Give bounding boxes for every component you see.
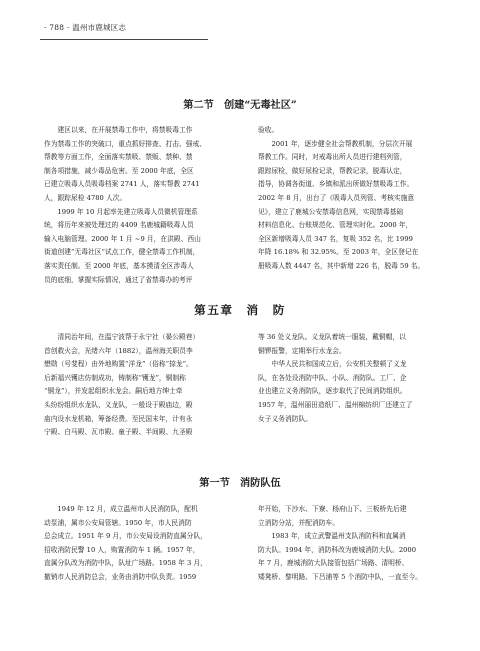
- text-line: 验收。: [258, 126, 279, 134]
- text-line: 中华人民共和国成立后，公安机关整顿了义龙: [258, 360, 407, 369]
- section2-left-column: [44, 503, 228, 585]
- text-line: 册吸毒人数 4447 名，其中新增 226 名，脱毒 59 名。: [258, 261, 425, 270]
- text-line: 落实责任制。至 2000 年底，基本摸清全区涉毒人: [44, 261, 194, 270]
- text-line: 已建立吸毒人员吸毒档案 2741 人，落实帮教 2741: [44, 180, 200, 189]
- section1-right-column: [258, 124, 442, 274]
- text-line: 招收消防民警 10 人，购置消防车 1 辆。1957 年，: [44, 545, 200, 554]
- chapter-left-column: [44, 331, 228, 440]
- section-heading-drug-free: 第二节 创建“无毒社区”: [183, 99, 297, 111]
- text-line: 街道创建“无毒社区”试点工作，健全禁毒工作机制，: [44, 248, 200, 257]
- text-line: 业也建立义务消防队，逐步取代了民间消防组织。: [258, 387, 407, 396]
- text-line: 建区以来，在开展禁毒工作中，将禁吸毒工作: [44, 126, 193, 134]
- text-line: 等 36 处义龙队。义龙队着统一服装，戴铜帽，以: [258, 333, 406, 341]
- text-line: 年 7 月，鹿城消防大队接管包括广场路、清明桥、: [258, 559, 409, 568]
- text-line: 作为禁毒工作的突破口，重点抓好排查、打击、强戒、: [44, 139, 207, 148]
- text-line: 帮教工作。同时，对戒毒出所人员进行建档列管，: [258, 153, 407, 162]
- chapter-heading-fire: 第五章 消 防: [194, 303, 286, 317]
- text-line: 材料信息化、台账规范化、管理实时化。2000 年，: [258, 221, 413, 230]
- text-line: 1957 年，温州丽田造纸厂、温州棉纺织厂还建立了: [258, 400, 413, 409]
- text-line: “铜龙”），并发起组织水龙会。嗣后地方绅士牵: [44, 387, 183, 396]
- text-line: 1999 年 10 月起率先建立吸毒人员微机管理系: [44, 207, 198, 216]
- text-line: 输入电脑管理。2000 年 1 月 ~9 月，在洪殿、西山: [44, 234, 201, 243]
- text-line: 统，将历年来被处理过的 4409 名鹿城籍吸毒人员: [44, 221, 194, 230]
- text-line: 1949 年 12 月，成立温州市人民消防队，配机: [44, 505, 198, 513]
- text-line: 指导，协调各街道、乡镇和派出所做好禁吸毒工作。: [258, 180, 414, 189]
- text-line: 见》，建立了鹿城公安禁毒信息网，实现禁毒基础: [258, 207, 404, 216]
- text-line: 年开始，下沙水、下寮、杨府山下、三板桥先后建: [258, 505, 407, 513]
- text-line: 头纷纷组织水龙队、义龙队，一般设于殿庙边，殿: [44, 400, 193, 409]
- text-line: 立消防分站，并配消防车。: [258, 518, 340, 527]
- text-line: 后新福兴镬店仿制成功，铸制称“镬龙”，铜制称: [44, 373, 186, 382]
- text-line: 懋勋（号斐程）由外地购置“洋龙”（俗称“捺龙”。: [44, 360, 193, 369]
- text-line: 女子义务消防队。: [258, 414, 313, 423]
- text-line: 防大队。1994 年，消防科改为鹿城消防大队。2000: [258, 545, 417, 554]
- text-line: 员的底细，掌握实际情况，通过了省禁毒办的考评: [44, 275, 193, 284]
- text-line: 清同治年间，在温宁波帮于永宁社（晏公殿巷）: [44, 333, 200, 341]
- text-line: 年降 16.18% 和 32.95%。至 2003 年，全区登记在: [258, 248, 419, 257]
- section1-left-column: [44, 124, 228, 287]
- chapter-right-column: [258, 331, 442, 426]
- text-line: 撤销市人民消防总会，业务由消防中队负责。1959: [44, 572, 197, 581]
- running-header: · 788 · 温州市鹿城区志: [44, 23, 127, 32]
- section2-right-column: [258, 503, 442, 585]
- text-line: 帮教等方面工作，全面落实禁吸、禁贩、禁种、禁: [44, 153, 193, 162]
- section-heading-fire-brigade: 第一节 消防队伍: [199, 477, 281, 489]
- text-line: 宁殿、白马殿、瓦市殿、童子殿、半间殿、九圣殿: [44, 428, 193, 437]
- text-line: 矮凳桥、黎明路、下吕浦等 5 个消防中队，一直至今。: [258, 572, 422, 581]
- text-line: 首创救火会，光绪六年（1882），温州海关职员李: [44, 346, 193, 355]
- text-line: 直属分队改为消防中队，队址广场路。1958 年 3 月，: [44, 559, 207, 568]
- text-line: 2002 年 8 月，出台了《吸毒人员列管、考核实施意: [258, 193, 415, 202]
- text-line: 制各项措施，减少毒品危害。至 2000 年底，全区: [44, 166, 194, 175]
- text-line: 2001 年，逐步健全社会帮教机制，分层次开展: [258, 139, 413, 148]
- text-line: 铜锣报警，定期举行水龙会。: [258, 346, 346, 355]
- text-line: 总会成立。1951 年 9 月，市公安局设消防直属分队，: [44, 532, 207, 541]
- text-line: 全区新增吸毒人员 347 名，复吸 352 名，比 1999: [258, 234, 413, 243]
- header-rule: [40, 39, 208, 40]
- text-line: 队，在各处设消防中队、小队、消防队。工厂、企: [258, 373, 407, 382]
- text-line: 庙内设水龙机箱，筹备经费。至民国末年，计有永: [44, 414, 193, 423]
- text-line: 人，跟踪尿检 4780 人次。: [44, 193, 127, 202]
- text-line: 1983 年，成立武警温州支队消防科和直属消: [258, 532, 406, 541]
- text-line: 动泵浦，属市公安局管辖。1950 年，市人民消防: [44, 518, 192, 527]
- text-line: 跟踪尿检，做好尿检记录，帮教记录，脱毒认定，: [258, 166, 407, 175]
